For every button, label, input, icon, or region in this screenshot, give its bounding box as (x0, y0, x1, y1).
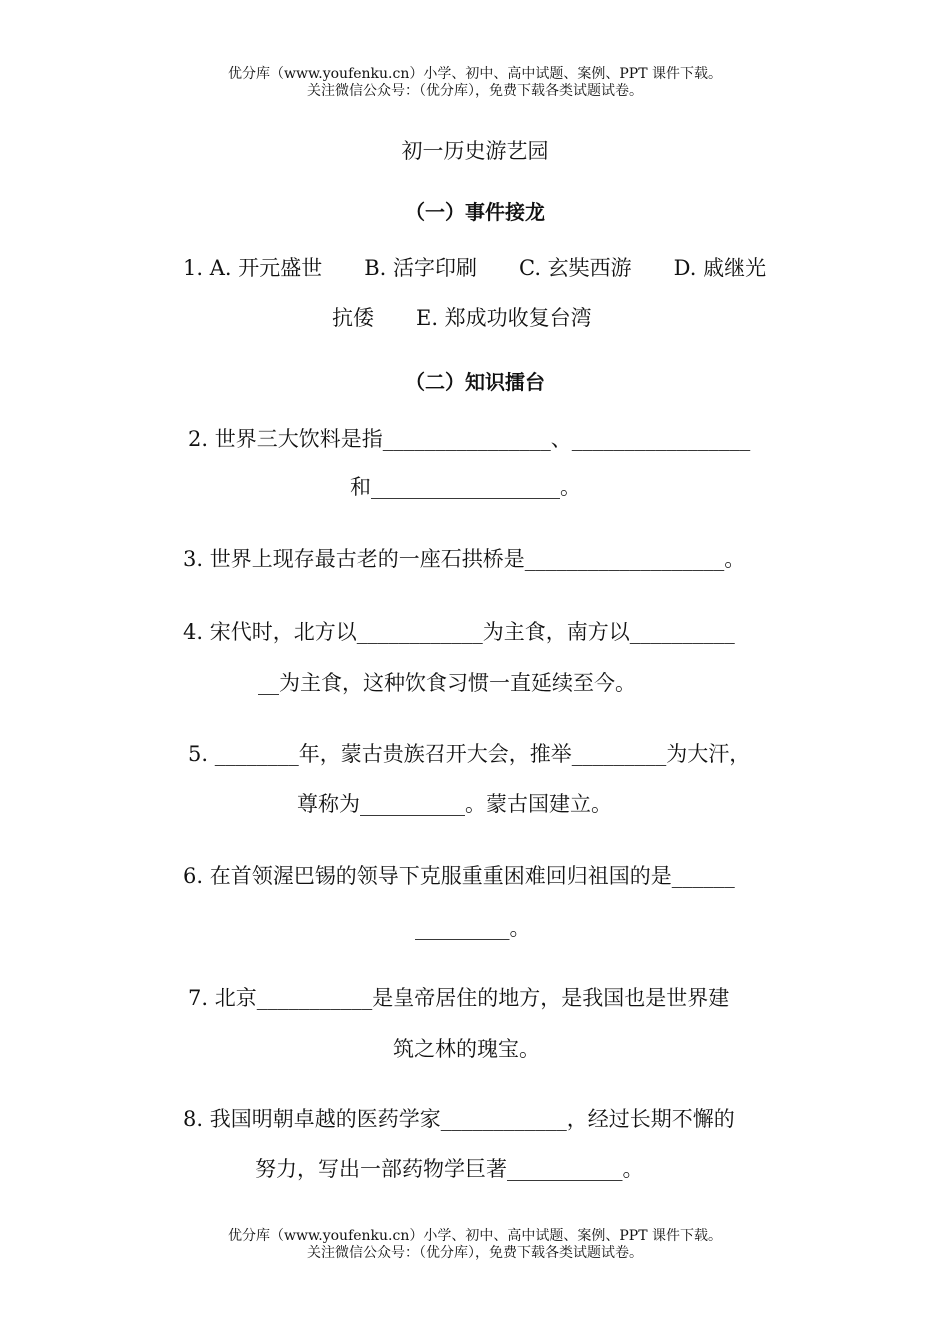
question-1-line-2: 抗倭 E. 郑成功收复台湾 (332, 306, 592, 330)
footer-line-1: 优分库（www.youfenku.cn）小学、初中、高中试题、案例、PPT 课件下载。 (227, 1228, 722, 1244)
page-footer (0, 1228, 950, 1262)
question-7-line-1: 7. 北京___________是皇帝居住的地方，是我国也是世界建 (188, 986, 730, 1010)
question-4-line-1: 4. 宋代时，北方以____________为主食，南方以__________ (183, 620, 735, 644)
footer-line-2: 关注微信公众号：（优分库），免费下载各类试题试卷。 (307, 1245, 643, 1261)
question-6-line-1: 6. 在首领渥巴锡的领导下克服重重困难回归祖国的是______ (183, 864, 735, 888)
question-3-line-1: 3. 世界上现存最古老的一座石拱桥是___________________。 (183, 547, 746, 571)
header-line-1: 优分库（www.youfenku.cn）小学、初中、高中试题、案例、PPT 课件下载。 (227, 66, 722, 82)
section-heading-2: （二）知识擂台 (405, 370, 545, 394)
question-5-line-1: 5. ________年，蒙古贵族召开大会，推举_________为大汗， (188, 742, 751, 766)
question-1-line-1: 1. A. 开元盛世 B. 活字印刷 C. 玄奘西游 D. 戚继光 (183, 256, 767, 280)
question-4-line-2: __为主食，这种饮食习惯一直延续至今。 (258, 671, 636, 695)
question-2-line-2: 和__________________。 (350, 475, 581, 499)
page-header (0, 66, 950, 100)
question-5-line-2: 尊称为__________。蒙古国建立。 (297, 792, 612, 816)
header-line-2: 关注微信公众号：（优分库），免费下载各类试题试卷。 (307, 83, 643, 99)
question-8-line-2: 努力，写出一部药物学巨著___________。 (255, 1157, 644, 1181)
question-6-line-2: _________。 (415, 916, 531, 940)
question-7-line-2: 筑之林的瑰宝。 (393, 1037, 540, 1061)
question-8-line-1: 8. 我国明朝卓越的医药学家____________，经过长期不懈的 (183, 1107, 735, 1131)
page-title: 初一历史游艺园 (401, 139, 549, 163)
section-heading-1: （一）事件接龙 (405, 200, 545, 224)
question-2-line-1: 2. 世界三大饮料是指________________、_________________ (188, 427, 751, 451)
